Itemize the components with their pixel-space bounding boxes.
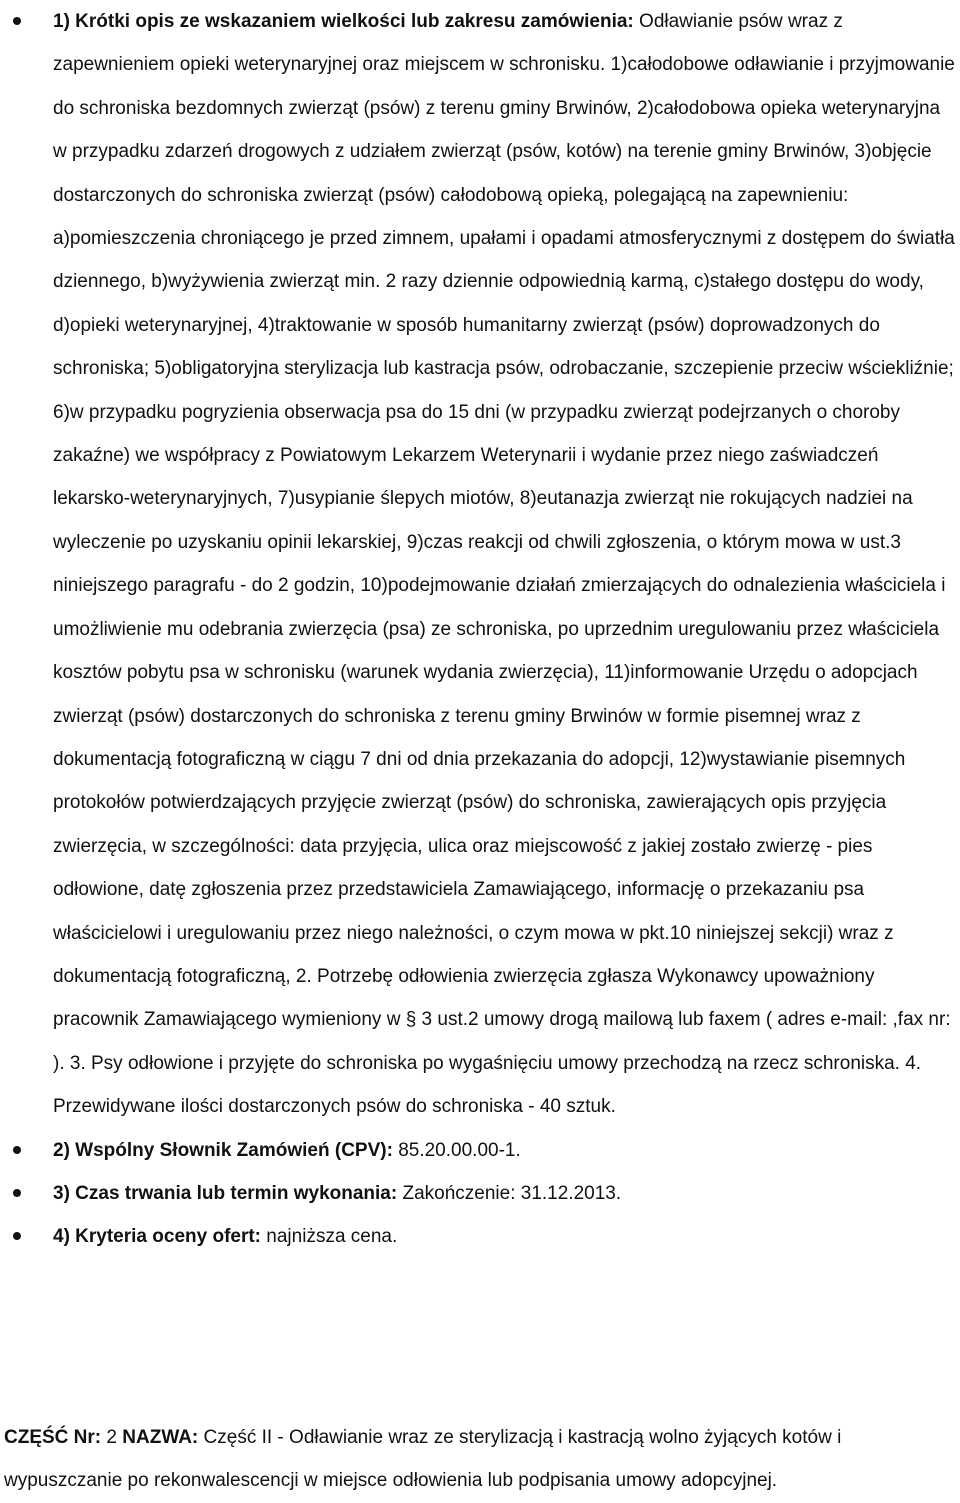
part-number: 2 xyxy=(106,1427,117,1448)
bullet-icon xyxy=(13,17,21,25)
item-text: Zakończenie: 31.12.2013. xyxy=(402,1182,622,1204)
bullet-icon xyxy=(13,1189,21,1197)
list-item-cpv xyxy=(0,1129,960,1172)
item-label: 3) Czas trwania lub termin wykonania: xyxy=(53,1182,398,1204)
part-heading xyxy=(4,1416,958,1503)
list-item-duration xyxy=(0,1172,960,1215)
item-text: najniższa cena. xyxy=(266,1226,398,1248)
part-name: Część II - Odławianie wraz ze sterylizacją i kastracją wolno żyjących kotów i wypuszczanie po rekonwalescencji w miejsce odłowienia lub podpisania umowy adopcyjnej. xyxy=(4,1427,842,1492)
item-label: 2) Wspólny Słownik Zamówień (CPV): xyxy=(53,1139,393,1161)
item-label: 1) Krótki opis ze wskazaniem wielkości lub zakresu zamówienia: xyxy=(53,11,634,32)
bullet-icon xyxy=(13,1232,21,1240)
part-name-label: NAZWA: xyxy=(122,1427,199,1448)
list-item-criteria xyxy=(0,1215,960,1258)
part-number-label: CZĘŚĆ Nr: xyxy=(4,1427,102,1448)
item-text: 85.20.00.00-1. xyxy=(398,1139,521,1161)
item-text: Odławianie psów wraz z zapewnieniem opieki weterynaryjnej oraz miejscem w schronisku. 1)całodobowe odławianie i przyjmowanie do schroniska bezdomnych zwierząt (psów) z terenu gminy Brwinów, 2)całodobowa opieka weterynaryjna w przypadku zdarzeń drogowych z udziałem zwierząt (psów, kotów) na terenie gminy Brwinów, 3)objęcie dostarczonych do schroniska zwierząt (psów) całodobową opieką, polegającą na zapewnieniu: a)pomieszczenia chroniącego je przed zimnem, upałami i opadami atmosferycznymi z dostępem do światła dziennego, b)wyżywienia zwierząt min. 2 razy dziennie odpowiednią karmą, c)stałego dostępu do wody, d)opieki weterynaryjnej, 4)traktowanie w sposób humanitarny zwierząt (psów) doprowadzonych do schroniska; 5)obligatoryjna sterylizacja lub kastracja psów, odrobaczanie, szczepienie przeciw wściekliźnie; 6)w przypadku pogryzienia obserwacja psa do 15 dni (w przypadku zwierząt podejrzanych o choroby zakaźne) we współpracy z Powiatowym Lekarzem Weterynarii i wydanie przez niego zaświadczeń lekarsko-weterynaryjnych, 7)usypianie ślepych miotów, 8)eutanazja zwierząt nie rokujących nadziei na wyleczenie po uzyskaniu opinii lekarskiej, 9)czas reakcji od chwili zgłoszenia, o którym mowa w ust.3 niniejszego paragrafu - do 2 godzin, 10)podejmowanie działań zmierzających do odnalezienia właściciela i umożliwienie mu odebrania zwierzęcia (psa) ze schroniska, po uprzednim uregulowaniu przez właściciela kosztów pobytu psa w schronisku (warunek wydania zwierzęcia), 11)informowanie Urzędu o adopcjach zwierząt (psów) dostarczonych do schroniska z terenu gminy Brwinów w formie pisemnej wraz z dokumentacją fotograficzną w ciągu 7 dni od dnia przekazania do adopcji, 12)wystawianie pisemnych protokołów potwierdzających przyjęcie zwierząt (psów) do schroniska, zawierających opis przyjęcia zwierzęcia, w szczególności: data przyjęcia, ulica oraz miejscowość z jakiej zostało zwierzę - pies odłowione, datę zgłoszenia przez przedstawiciela Zamawiającego, informację o przekazaniu psa właścicielowi i uregulowaniu przez niego należności, o czym mowa w pkt.10 niniejszej sekcji) wraz z dokumentacją fotograficzną, 2. Potrzebę odłowienia zwierzęcia zgłasza Wykonawcy upoważniony pracownik Zamawiającego wymieniony w § 3 ust.2 umowy drogą mailową lub faxem ( adres e-mail: ,fax nr: ). 3. Psy odłowione i przyjęte do schroniska po wygaśnięciu umowy przechodzą na rzecz schroniska. 4. Przewidywane ilości dostarczonych psów do schroniska - 40 sztuk. xyxy=(53,11,955,1118)
item-label: 4) Kryteria oceny ofert: xyxy=(53,1226,262,1248)
bullet-icon xyxy=(13,1146,21,1154)
